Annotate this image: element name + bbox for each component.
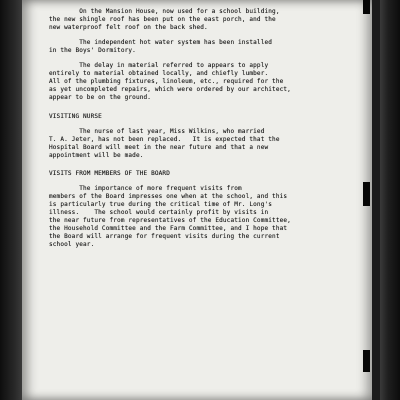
paragraph-line: in the Boys' Dormitory. (49, 47, 136, 55)
paragraph-line: the Board will arrange for frequent visits during the current (49, 233, 280, 241)
paragraph-line: as yet uncompleted repairs, which were ordered by our architect, (49, 86, 291, 94)
section-heading-visiting-nurse: VISITING NURSE (49, 112, 102, 120)
paragraph-mansion-house (49, 8, 372, 32)
film-border-right (380, 0, 400, 400)
paragraph-line: The delay in material referred to appears to apply (49, 62, 269, 70)
paragraph-line: The nurse of last year, Miss Wilkins, who married (49, 127, 265, 135)
paragraph-line: members of the Board impresses one when at the school, and this (49, 192, 288, 200)
paragraph-line: appear to be on the ground. (49, 94, 152, 102)
film-border-left (0, 0, 22, 400)
paragraph-visiting-nurse (49, 128, 372, 160)
paragraph-line: the near future from representatives of the Education Committee, (49, 216, 291, 224)
typed-sheet (22, 0, 372, 400)
paragraph-line: illness. The school would certainly profit by visits in (49, 208, 269, 216)
paragraph-line: The independent hot water system has been installed (49, 39, 273, 47)
paragraph-line: The importance of more frequent visits from (49, 184, 242, 192)
paragraph-line: On the Mansion House, now used for a school building, (49, 8, 280, 16)
registration-mark-bottom (363, 350, 370, 372)
registration-mark-top (363, 0, 370, 14)
paragraph-line: All of the plumbing fixtures, linoleum, etc., required for the (49, 78, 284, 86)
paragraph-hot-water (49, 39, 372, 55)
paragraph-line: T. A. Jeter, has not been replaced. It is expected that the (49, 135, 280, 143)
paragraph-line: entirely to material obtained locally, and chiefly lumber. (49, 70, 269, 78)
section-heading-board-visits: VISITS FROM MEMBERS OF THE BOARD (49, 169, 170, 177)
paragraph-line: the Household Committee and the Farm Committee, and I hope that (49, 225, 288, 233)
document-body (49, 0, 372, 249)
paragraph-board-visits (49, 185, 372, 249)
registration-mark-middle (363, 182, 370, 206)
paragraph-line: the new shingle roof has been put on the east porch, and the (49, 16, 276, 24)
paragraph-material-delay (49, 62, 372, 102)
paragraph-line: Hospital Board will meet in the near future and that a new (49, 143, 269, 151)
paragraph-line: is particularly true during the critical time of Mr. Long's (49, 200, 273, 208)
paragraph-line: appointment will be made. (49, 151, 144, 159)
paragraph-line: school year. (49, 241, 95, 249)
paragraph-line: new waterproof felt roof on the back shed. (49, 24, 208, 32)
